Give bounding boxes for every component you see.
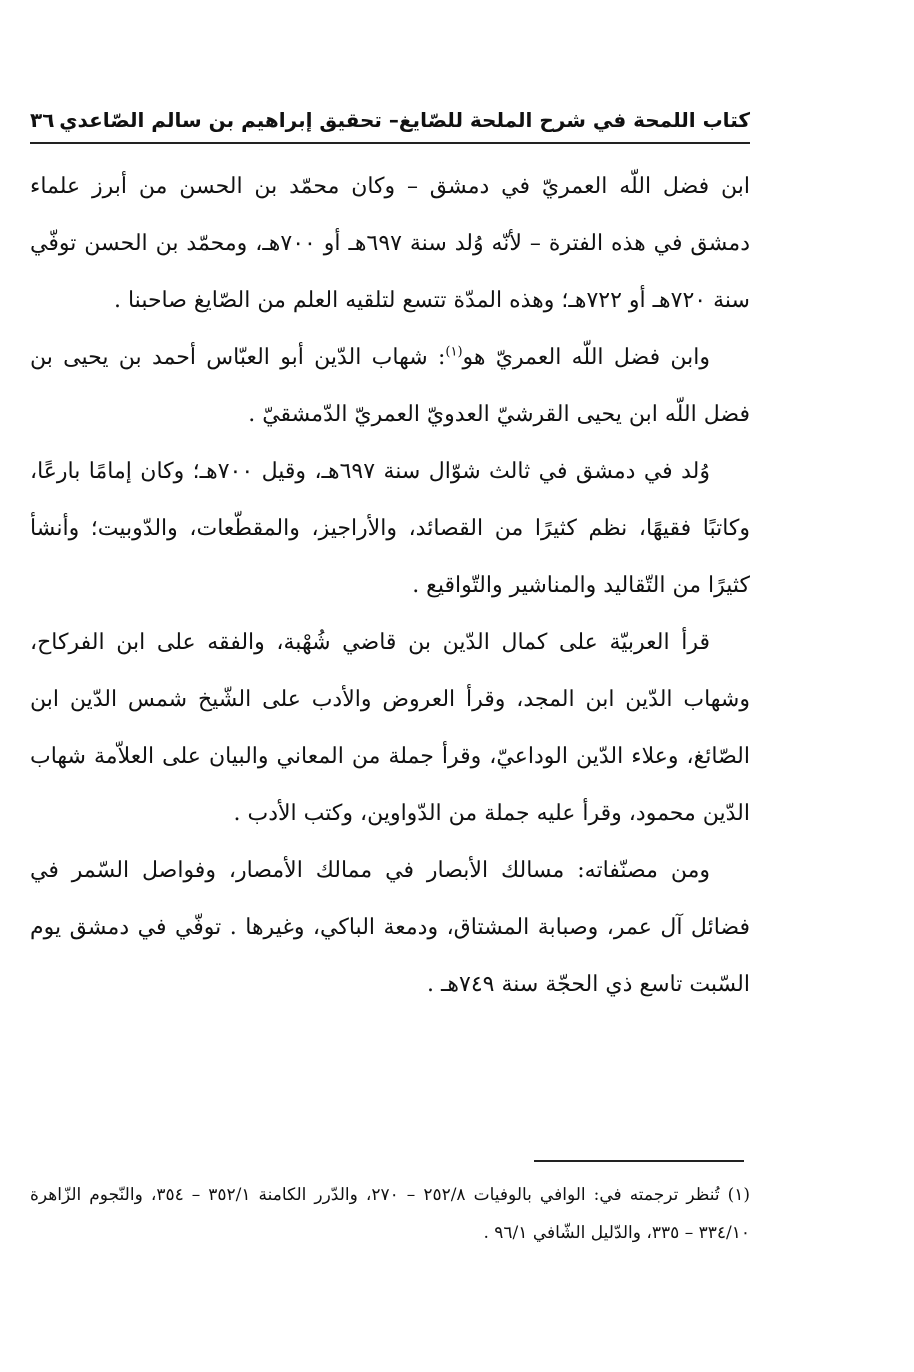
- footnote-divider: [534, 1160, 744, 1162]
- footnote-1: (١) تُنظر ترجمته في: الوافي بالوفيات ٢٥٢/٨ – ٢٧٠، والدّرر الكامنة ٣٥٢/١ – ٣٥٤، والنّجوم الزّاهرة ٣٣٤/١٠ – ٣٣٥، والدّليل الشّافي ٩٦/١ .: [30, 1185, 751, 1243]
- paragraph-1: ابن فضل اللّه العمريّ في دمشق – وكان محمّد بن الحسن من أبرز علماء دمشق في هذه الفترة – لأنّه وُلد سنة ٦٩٧هـ أو ٧٠٠هـ، ومحمّد بن الحسن توفّي سنة ٧٢٠هـ أو ٧٢٢هـ؛ وهذه المدّة تتسع لتلقيه العلم من الصّايغ صاحبنا .: [30, 174, 750, 313]
- paragraph-3: وُلد في دمشق في ثالث شوّال سنة ٦٩٧هـ، وقيل ٧٠٠هـ؛ وكان إمامًا بارعًا، وكاتبًا فقيهًا، نظم كثيرًا من القصائد، والأراجيز، والمقطّعات، والدّوبيت؛ وأنشأ كثيرًا من التّقاليد والمناشير والتّواقيع .: [30, 459, 750, 598]
- paragraph-2: [30, 329, 750, 443]
- paragraph-4: قرأ العربيّة على كمال الدّين بن قاضي شُهْبة، والفقه على ابن الفركاح، وشهاب الدّين ابن المجد، وقرأ العروض والأدب على الشّيخ شمس الدّين ابن الصّائغ، وعلاء الدّين الوداعيّ، وقرأ جملة من المعاني والبيان على العلاّمة شهاب الدّين محمود، وقرأ عليه جملة من الدّواوين، وكتب الأدب .: [30, 630, 750, 826]
- main-text: [30, 158, 750, 1013]
- paragraph-2-end: : شهاب الدّين أبو العبّاس أحمد بن يحيى بن فضل اللّه ابن يحيى القرشيّ العدويّ العمريّ الدّمشقيّ .: [30, 345, 750, 427]
- paragraph-5: ومن مصنّفاته: مسالك الأبصار في ممالك الأمصار، وفواصل السّمر في فضائل آل عمر، وصبابة المشتاق، ودمعة الباكي، وغيرها . توفّي في دمشق يوم السّبت تاسع ذي الحجّة سنة ٧٤٩هـ .: [30, 858, 750, 997]
- footnote-reference[interactable]: (١): [445, 344, 463, 360]
- footnotes: [30, 1176, 750, 1252]
- running-header: [30, 104, 750, 144]
- header-title: كتاب اللمحة في شرح الملحة للصّايغ– تحقيق إبراهيم بن سالم الصّاعدي: [59, 108, 750, 132]
- page-number: ٣٦: [30, 108, 55, 132]
- paragraph-2-start: وابن فضل اللّه العمريّ هو: [462, 345, 711, 370]
